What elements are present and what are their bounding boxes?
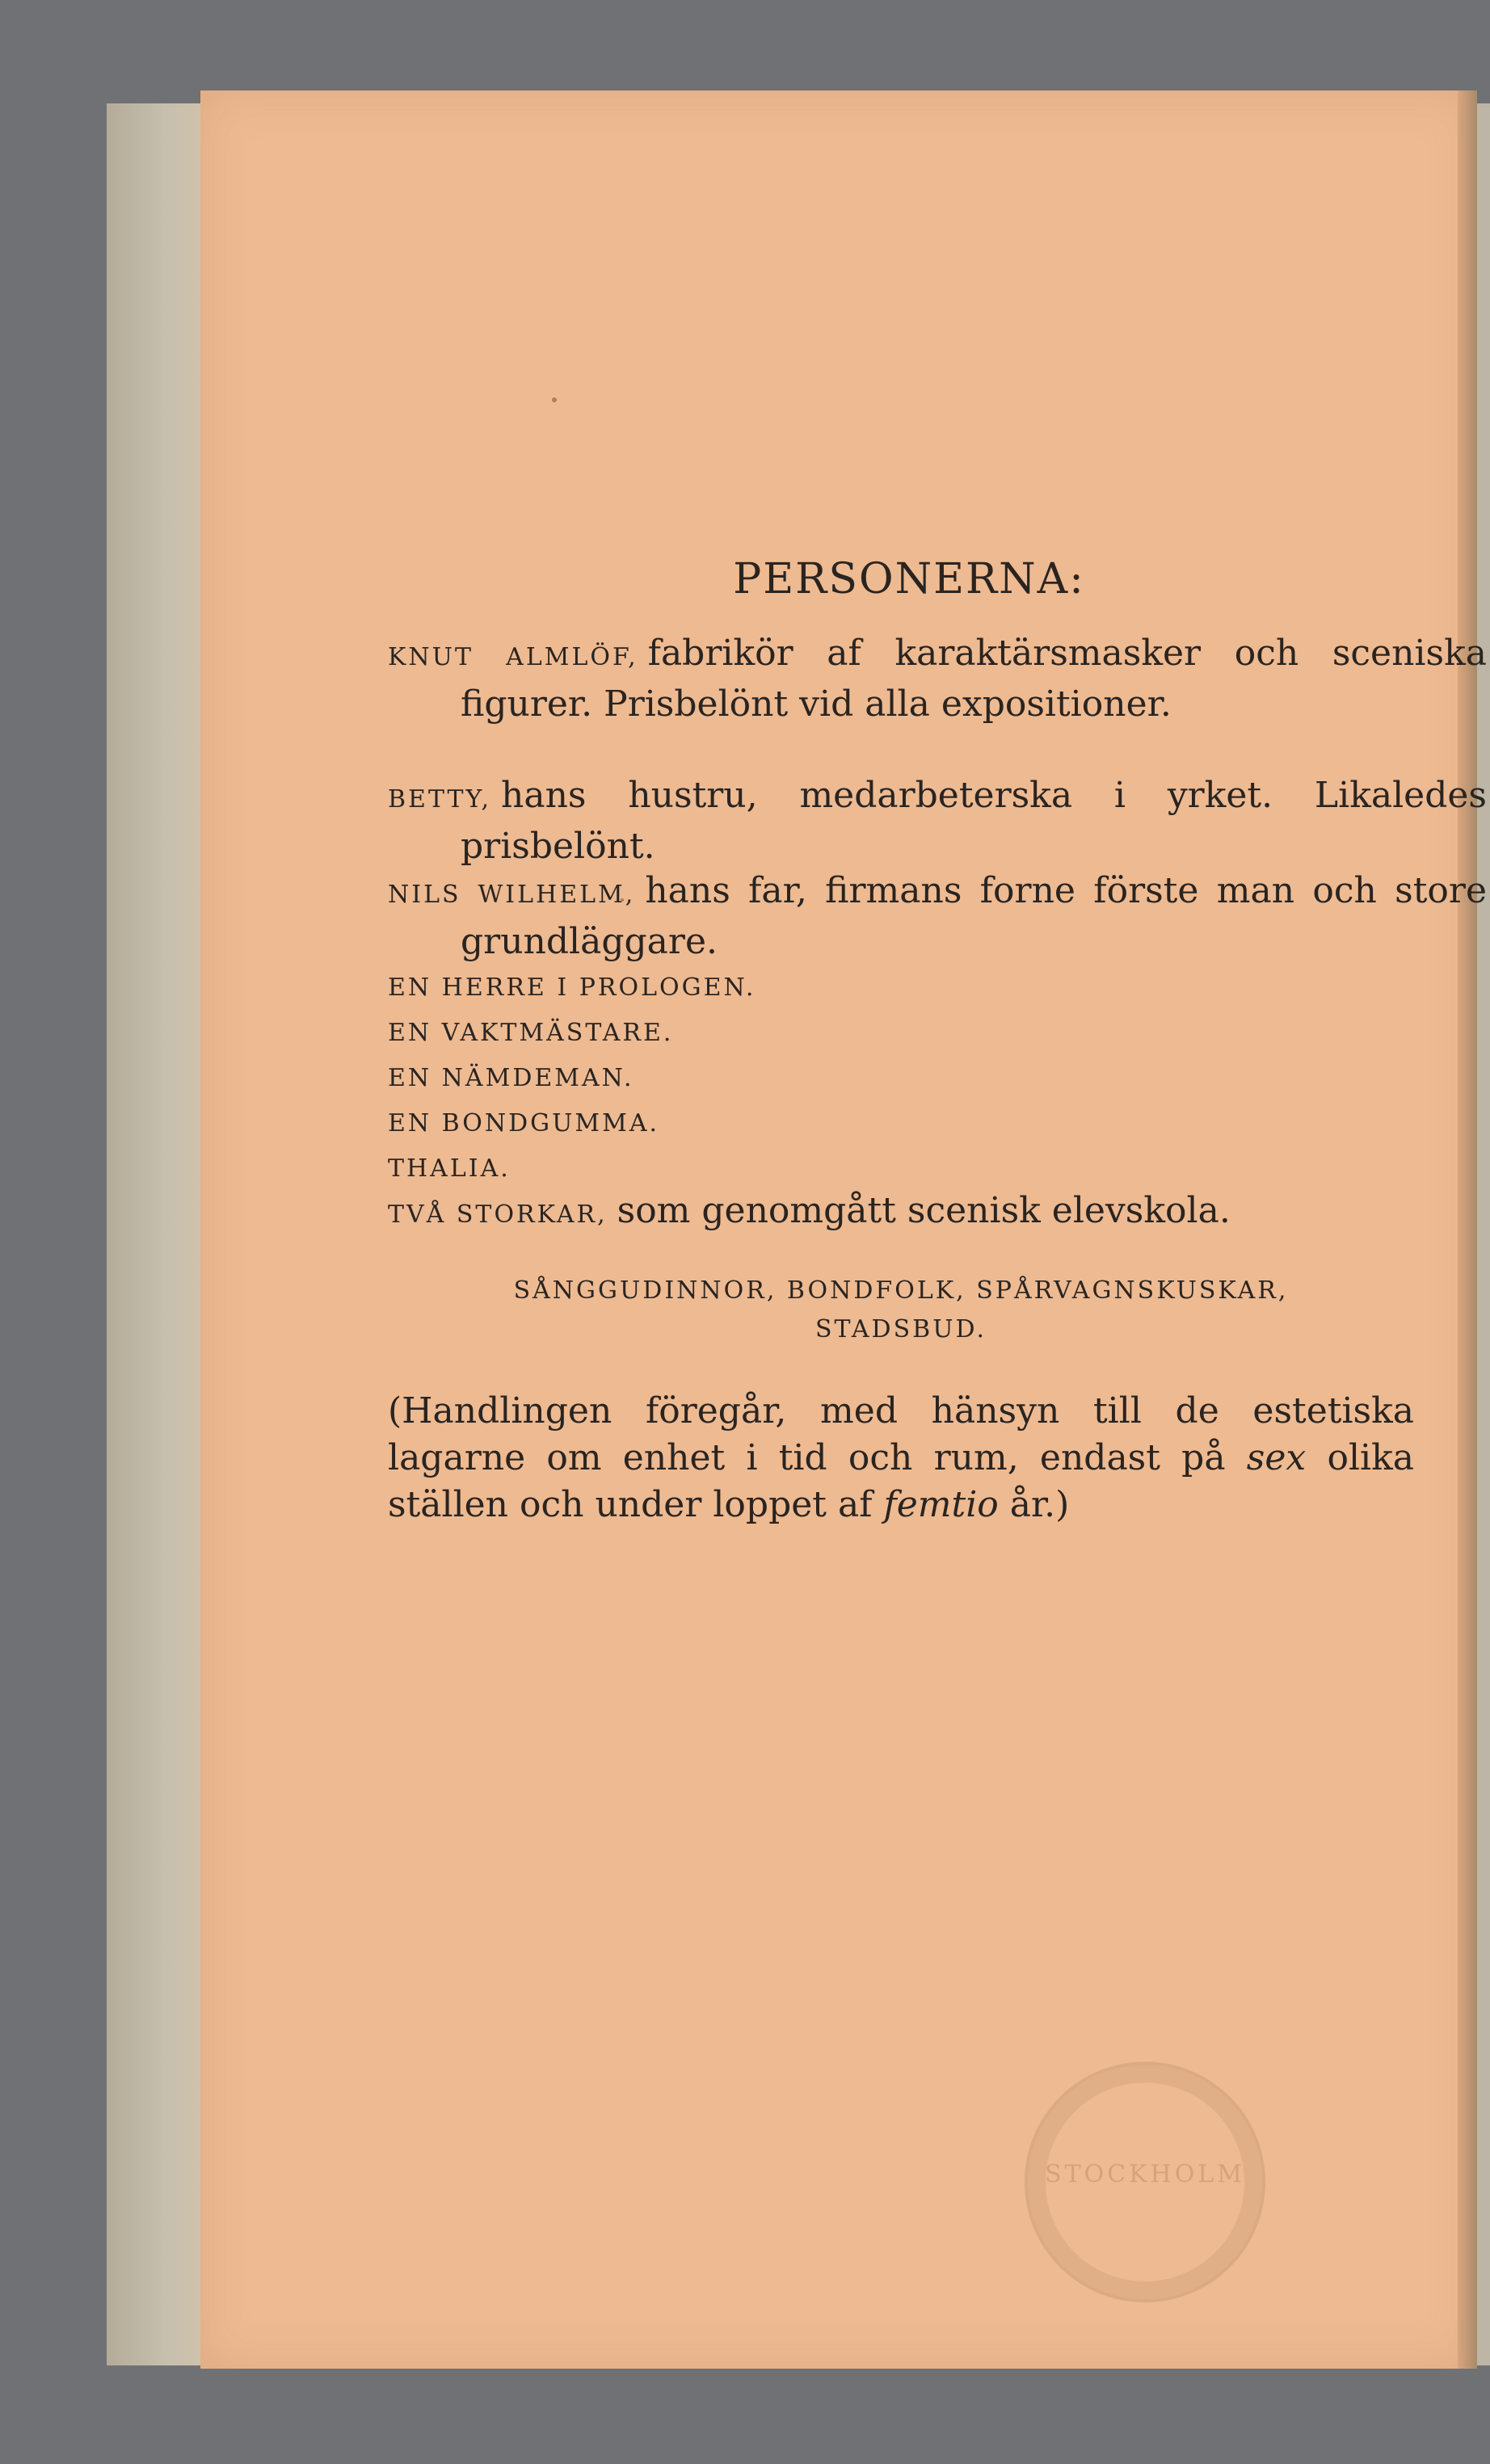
note-emphasis: sex (1246, 1437, 1307, 1478)
note-text: olika ställen och under loppet af (388, 1437, 1414, 1525)
chorus-list: SÅNGGUDINNOR, BONDFOLK, SPÅRVAGNSKUSKAR, (513, 1276, 1289, 1305)
stage-note (388, 1388, 1414, 1528)
book-page (200, 90, 1487, 2369)
character-entry: EN NÄMDEMAN. (388, 1064, 634, 1092)
paper-speck (552, 397, 557, 402)
note-text: år.) (998, 1484, 1070, 1525)
note-text: (Handlingen föregår, med hänsyn till de estetiska lagarne om enhet i tid och rum, endast på (388, 1390, 1414, 1478)
character-description: hans hustru, medarbeterska i yrket. Likaledes prisbelönt. (461, 775, 1487, 867)
character-entry: EN VAKTMÄSTARE. (388, 1019, 674, 1047)
note-emphasis: femtio (883, 1484, 999, 1525)
character-entry (388, 772, 1487, 870)
cover-edge (107, 103, 204, 2365)
character-entry: EN HERRE I PROLOGEN. (388, 973, 756, 1002)
character-name: NILS WILHELM, (388, 881, 636, 909)
character-name: BETTY, (388, 785, 491, 814)
character-name: KNUT ALMLÖF, (388, 643, 638, 671)
library-stamp (1025, 2062, 1265, 2302)
character-entry: EN BONDGUMMA. (388, 1109, 660, 1137)
character-name: TVÅ STORKAR, (388, 1200, 608, 1229)
character-entry (388, 630, 1487, 728)
character-description: fabrikör af karaktärsmasker och sceniska figurer. Prisbelönt vid alla expositioner. (461, 633, 1487, 725)
character-entry (388, 1188, 1487, 1238)
character-entry (388, 868, 1487, 965)
character-description: som genomgått scenisk elevskola. (617, 1190, 1231, 1231)
stamp-text: STOCKHOLM (1045, 2160, 1245, 2189)
page-heading: PERSONERNA: (733, 555, 1085, 603)
character-description: hans far, firmans forne förste man och store grundläggare. (461, 870, 1487, 962)
character-entry: THALIA. (388, 1154, 511, 1183)
chorus-list-continued: STADSBUD. (814, 1315, 987, 1343)
